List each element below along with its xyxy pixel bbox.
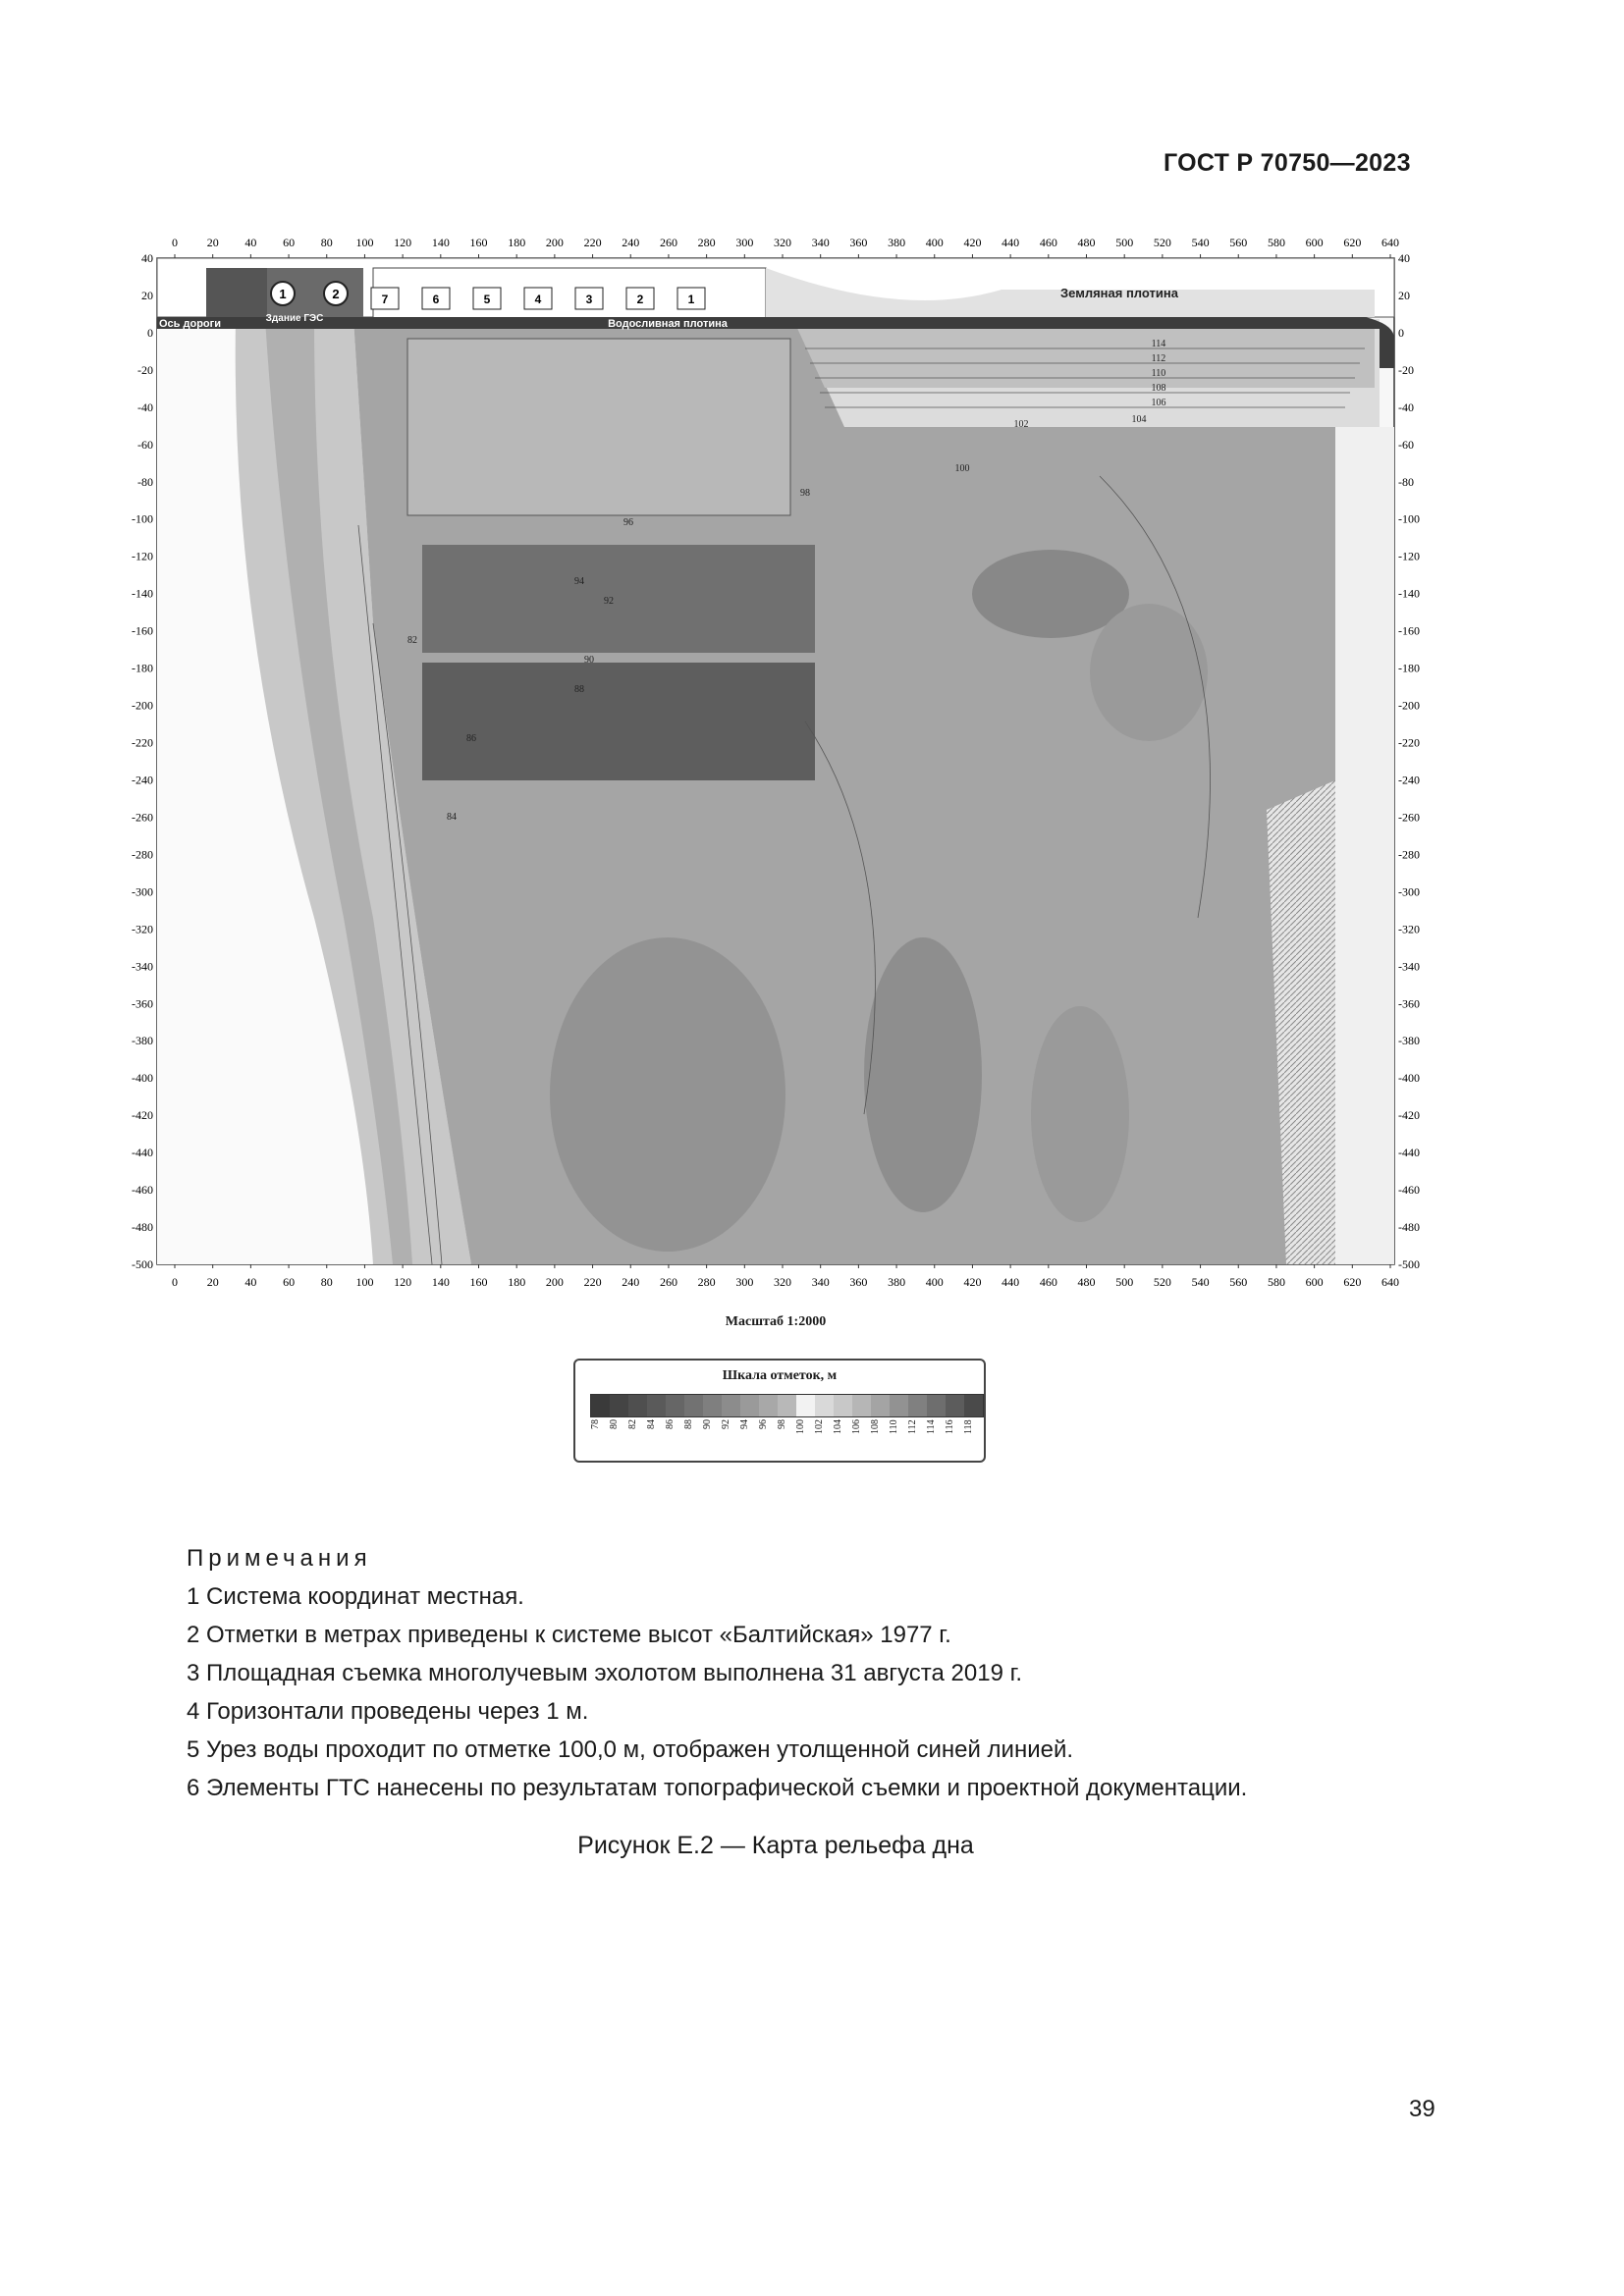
map-content — [132, 236, 1420, 1289]
x-tick-label: 200 — [545, 1275, 564, 1289]
contour-label: 84 — [447, 812, 457, 823]
contour-label: 88 — [574, 684, 584, 695]
hydro-plant-block — [206, 268, 267, 319]
y-tick-label: -420 — [132, 1108, 153, 1123]
span-number: 1 — [687, 293, 695, 306]
x-tick-label: 340 — [811, 1275, 830, 1289]
contour-label: 96 — [623, 517, 633, 528]
y-tick-label: -40 — [1398, 400, 1414, 414]
x-tick-label: 180 — [508, 236, 526, 249]
legend-tick: 108 — [870, 1419, 881, 1434]
legend-tick: 98 — [777, 1419, 787, 1429]
legend-swatch — [964, 1395, 983, 1416]
stilling-basin-lower — [422, 663, 815, 780]
legend-tick: 94 — [739, 1419, 750, 1429]
legend-swatch — [834, 1395, 852, 1416]
y-tick-label: -120 — [132, 549, 153, 563]
unit-number: 1 — [279, 287, 287, 301]
legend-color-bar — [590, 1394, 984, 1417]
x-tick-label: 620 — [1343, 236, 1362, 249]
legend-swatch — [815, 1395, 834, 1416]
legend-swatch — [647, 1395, 666, 1416]
legend-tick: 84 — [646, 1419, 657, 1429]
x-tick-label: 480 — [1077, 236, 1096, 249]
x-tick-label: 520 — [1153, 236, 1171, 249]
legend-swatch — [871, 1395, 890, 1416]
legend-tick: 82 — [627, 1419, 638, 1429]
unit-number: 2 — [332, 287, 340, 301]
span-number: 2 — [636, 293, 644, 306]
x-tick-label: 640 — [1381, 1275, 1399, 1289]
legend-swatch — [852, 1395, 871, 1416]
legend-tick: 96 — [758, 1419, 769, 1429]
x-tick-label: 240 — [622, 236, 640, 249]
legend-tick: 88 — [683, 1419, 694, 1429]
y-tick-label: -480 — [132, 1220, 153, 1235]
y-tick-label: -500 — [132, 1257, 153, 1271]
legend-tick: 118 — [963, 1419, 974, 1434]
span-number: 3 — [585, 293, 593, 306]
y-tick-label: -160 — [1398, 623, 1420, 638]
x-tick-label: 560 — [1229, 236, 1248, 249]
y-tick-label: -200 — [132, 698, 153, 713]
note-item: 5 Урез воды проходит по отметке 100,0 м, отображен утолщенной синей линией. — [187, 1736, 1074, 1763]
note-item: 6 Элементы ГТС нанесены по результатам топографической съемки и проектной документации. — [187, 1775, 1248, 1801]
note-item: 4 Горизонтали проведены через 1 м. — [187, 1698, 589, 1725]
x-tick-label: 460 — [1039, 1275, 1057, 1289]
x-tick-label: 380 — [888, 1275, 906, 1289]
x-tick-label: 120 — [394, 236, 412, 249]
y-tick-label: -180 — [132, 661, 153, 675]
y-tick-label: -60 — [1398, 437, 1414, 452]
y-tick-label: -460 — [1398, 1183, 1420, 1198]
x-tick-label: 340 — [811, 236, 830, 249]
y-tick-label: 0 — [147, 325, 153, 340]
x-tick-label: 360 — [849, 236, 868, 249]
legend-ticks — [590, 1419, 982, 1449]
legend-swatch — [703, 1395, 722, 1416]
legend-tick: 86 — [665, 1419, 676, 1429]
x-tick-label: 140 — [431, 236, 450, 249]
x-tick-label: 220 — [583, 236, 602, 249]
span-number: 7 — [381, 293, 389, 306]
y-tick-label: -420 — [1398, 1108, 1420, 1123]
x-tick-label: 60 — [283, 236, 296, 249]
y-tick-label: -440 — [1398, 1146, 1420, 1160]
x-tick-label: 60 — [283, 1275, 296, 1289]
x-tick-label: 520 — [1153, 1275, 1171, 1289]
x-tick-label: 540 — [1191, 236, 1210, 249]
stilling-basin-upper — [422, 545, 815, 653]
y-tick-label: -200 — [1398, 698, 1420, 713]
x-tick-label: 600 — [1305, 1275, 1324, 1289]
note-item: 3 Площадная съемка многолучевым эхолотом выполнена 31 августа 2019 г. — [187, 1660, 1023, 1686]
y-tick-label: -440 — [132, 1146, 153, 1160]
document-code: ГОСТ Р 70750—2023 — [1164, 149, 1411, 177]
x-tick-label: 480 — [1077, 1275, 1096, 1289]
x-tick-label: 540 — [1191, 1275, 1210, 1289]
legend-tick: 100 — [795, 1419, 806, 1434]
contour-label: 86 — [466, 733, 476, 744]
y-tick-label: 20 — [1398, 288, 1410, 302]
contour-label: 108 — [1151, 383, 1166, 394]
legend-swatch — [628, 1395, 647, 1416]
contour-label: 104 — [1131, 414, 1147, 425]
y-tick-label: -460 — [132, 1183, 153, 1198]
y-tick-label: -100 — [132, 511, 153, 526]
contour-label: 94 — [574, 576, 584, 587]
y-tick-label: -80 — [137, 474, 153, 489]
contour-label: 98 — [800, 488, 810, 499]
y-tick-label: -260 — [132, 810, 153, 825]
legend-tick: 104 — [833, 1419, 843, 1434]
y-axis-right — [1398, 251, 1420, 1271]
y-tick-label: -100 — [1398, 511, 1420, 526]
x-tick-label: 100 — [355, 1275, 374, 1289]
legend-tick: 112 — [907, 1419, 918, 1434]
legend-swatch — [722, 1395, 740, 1416]
road-axis-label: Ось дороги — [159, 318, 221, 330]
page-number: 39 — [1409, 2096, 1435, 2122]
note-item: 2 Отметки в метрах приведены к системе высот «Балтийская» 1977 г. — [187, 1622, 951, 1648]
x-tick-label: 500 — [1115, 236, 1134, 249]
x-tick-label: 600 — [1305, 236, 1324, 249]
y-tick-label: -280 — [1398, 847, 1420, 862]
x-tick-label: 120 — [394, 1275, 412, 1289]
legend-title: Шкала отметок, м — [722, 1368, 838, 1383]
x-tick-label: 240 — [622, 1275, 640, 1289]
y-tick-label: -320 — [1398, 922, 1420, 936]
x-tick-label: 200 — [545, 236, 564, 249]
x-tick-label: 380 — [888, 236, 906, 249]
x-axis-bottom — [172, 1264, 1399, 1289]
x-axis-top — [172, 236, 1399, 258]
y-tick-label: -300 — [132, 884, 153, 899]
legend-swatch — [591, 1395, 610, 1416]
x-tick-label: 640 — [1381, 236, 1399, 249]
y-tick-label: -500 — [1398, 1257, 1420, 1271]
y-tick-label: 40 — [1398, 251, 1410, 265]
x-tick-label: 320 — [774, 1275, 791, 1289]
y-tick-label: -160 — [132, 623, 153, 638]
span-number: 6 — [432, 293, 440, 306]
elevation-legend — [573, 1359, 986, 1463]
legend-tick: 110 — [889, 1419, 899, 1434]
legend-swatch — [927, 1395, 946, 1416]
y-tick-label: -20 — [137, 362, 153, 377]
notes-title: Примечания — [187, 1545, 372, 1572]
note-item: 1 Система координат местная. — [187, 1583, 524, 1610]
y-tick-label: -280 — [132, 847, 153, 862]
y-tick-label: -240 — [1398, 773, 1420, 787]
x-tick-label: 140 — [431, 1275, 450, 1289]
y-tick-label: -320 — [132, 922, 153, 936]
contour-label: 114 — [1151, 339, 1166, 349]
legend-swatch — [908, 1395, 927, 1416]
legend-tick: 102 — [814, 1419, 825, 1434]
x-tick-label: 160 — [469, 1275, 488, 1289]
x-tick-label: 80 — [320, 1275, 333, 1289]
legend-tick: 90 — [702, 1419, 713, 1429]
contour-label: 112 — [1151, 353, 1166, 364]
x-tick-label: 20 — [206, 1275, 219, 1289]
x-tick-label: 560 — [1229, 1275, 1248, 1289]
y-tick-label: -20 — [1398, 362, 1414, 377]
contour-label: 92 — [604, 596, 614, 607]
legend-swatch — [778, 1395, 796, 1416]
y-tick-label: -260 — [1398, 810, 1420, 825]
y-tick-label: -40 — [137, 400, 153, 414]
span-number: 4 — [534, 293, 542, 306]
span-number: 5 — [483, 293, 491, 306]
x-tick-label: 80 — [320, 236, 333, 249]
x-tick-label: 420 — [963, 236, 982, 249]
y-tick-label: -60 — [137, 437, 153, 452]
y-tick-label: -220 — [132, 735, 153, 750]
x-tick-label: 260 — [659, 1275, 677, 1289]
legend-tick: 116 — [945, 1419, 955, 1434]
y-tick-label: -360 — [132, 996, 153, 1011]
x-tick-label: 300 — [735, 236, 754, 249]
x-tick-label: 20 — [206, 236, 219, 249]
legend-tick: 80 — [609, 1419, 620, 1429]
spillway-basin — [407, 339, 790, 515]
y-tick-label: -140 — [132, 586, 153, 601]
x-tick-label: 360 — [849, 1275, 868, 1289]
contour-label: 100 — [954, 463, 970, 474]
legend-tick: 78 — [590, 1419, 601, 1429]
y-tick-label: -340 — [132, 959, 153, 974]
legend-swatch — [666, 1395, 684, 1416]
y-tick-label: -80 — [1398, 474, 1414, 489]
y-tick-label: -300 — [1398, 884, 1420, 899]
x-tick-label: 220 — [583, 1275, 602, 1289]
y-tick-label: -340 — [1398, 959, 1420, 974]
contour-label: 90 — [584, 655, 594, 666]
legend-swatch — [946, 1395, 964, 1416]
legend-swatch — [684, 1395, 703, 1416]
x-tick-label: 400 — [925, 1275, 944, 1289]
x-tick-label: 280 — [697, 1275, 716, 1289]
x-tick-label: 300 — [735, 1275, 754, 1289]
bottom-relief-map — [118, 231, 1434, 1310]
legend-tick: 106 — [851, 1419, 862, 1434]
x-tick-label: 180 — [508, 1275, 526, 1289]
y-tick-label: -140 — [1398, 586, 1420, 601]
x-tick-label: 280 — [697, 236, 716, 249]
x-tick-label: 580 — [1267, 236, 1285, 249]
x-tick-label: 420 — [963, 1275, 982, 1289]
contour-label: 106 — [1151, 398, 1166, 408]
x-tick-label: 40 — [244, 1275, 257, 1289]
y-tick-label: -400 — [132, 1071, 153, 1086]
legend-swatch — [610, 1395, 628, 1416]
y-tick-label: -400 — [1398, 1071, 1420, 1086]
x-tick-label: 400 — [925, 236, 944, 249]
x-tick-label: 440 — [1001, 1275, 1020, 1289]
legend-tick: 114 — [926, 1419, 937, 1434]
x-tick-label: 440 — [1001, 236, 1020, 249]
x-tick-label: 320 — [774, 236, 791, 249]
y-tick-label: -180 — [1398, 661, 1420, 675]
x-tick-label: 160 — [469, 236, 488, 249]
x-tick-label: 620 — [1343, 1275, 1362, 1289]
y-tick-label: 0 — [1398, 325, 1404, 340]
contour-label: 102 — [1013, 419, 1029, 430]
x-tick-label: 580 — [1267, 1275, 1285, 1289]
x-tick-label: 260 — [659, 236, 677, 249]
legend-tick: 92 — [721, 1419, 731, 1429]
x-tick-label: 500 — [1115, 1275, 1134, 1289]
contour-label: 110 — [1151, 368, 1166, 379]
earth-dam-label: Земляная плотина — [1060, 286, 1178, 300]
figure-caption: Рисунок Е.2 — Карта рельефа дна — [577, 1832, 974, 1859]
hydro-plant-label: Здание ГЭС — [265, 313, 324, 324]
y-tick-label: -360 — [1398, 996, 1420, 1011]
legend-swatch — [740, 1395, 759, 1416]
x-tick-label: 0 — [172, 236, 178, 249]
y-tick-label: -240 — [132, 773, 153, 787]
map-scale: Масштаб 1:2000 — [725, 1314, 827, 1329]
y-axis-left — [132, 251, 153, 1271]
x-tick-label: 460 — [1039, 236, 1057, 249]
y-tick-label: -380 — [1398, 1034, 1420, 1048]
legend-swatch — [759, 1395, 778, 1416]
y-tick-label: -380 — [132, 1034, 153, 1048]
legend-swatch — [796, 1395, 815, 1416]
y-tick-label: -120 — [1398, 549, 1420, 563]
y-tick-label: -220 — [1398, 735, 1420, 750]
y-tick-label: 20 — [141, 288, 153, 302]
legend-swatch — [890, 1395, 908, 1416]
x-tick-label: 0 — [172, 1275, 178, 1289]
y-tick-label: 40 — [141, 251, 153, 265]
spillway-dam-label: Водосливная плотина — [608, 318, 728, 330]
x-tick-label: 100 — [355, 236, 374, 249]
x-tick-label: 40 — [244, 236, 257, 249]
contour-label: 82 — [407, 635, 417, 646]
y-tick-label: -480 — [1398, 1220, 1420, 1235]
